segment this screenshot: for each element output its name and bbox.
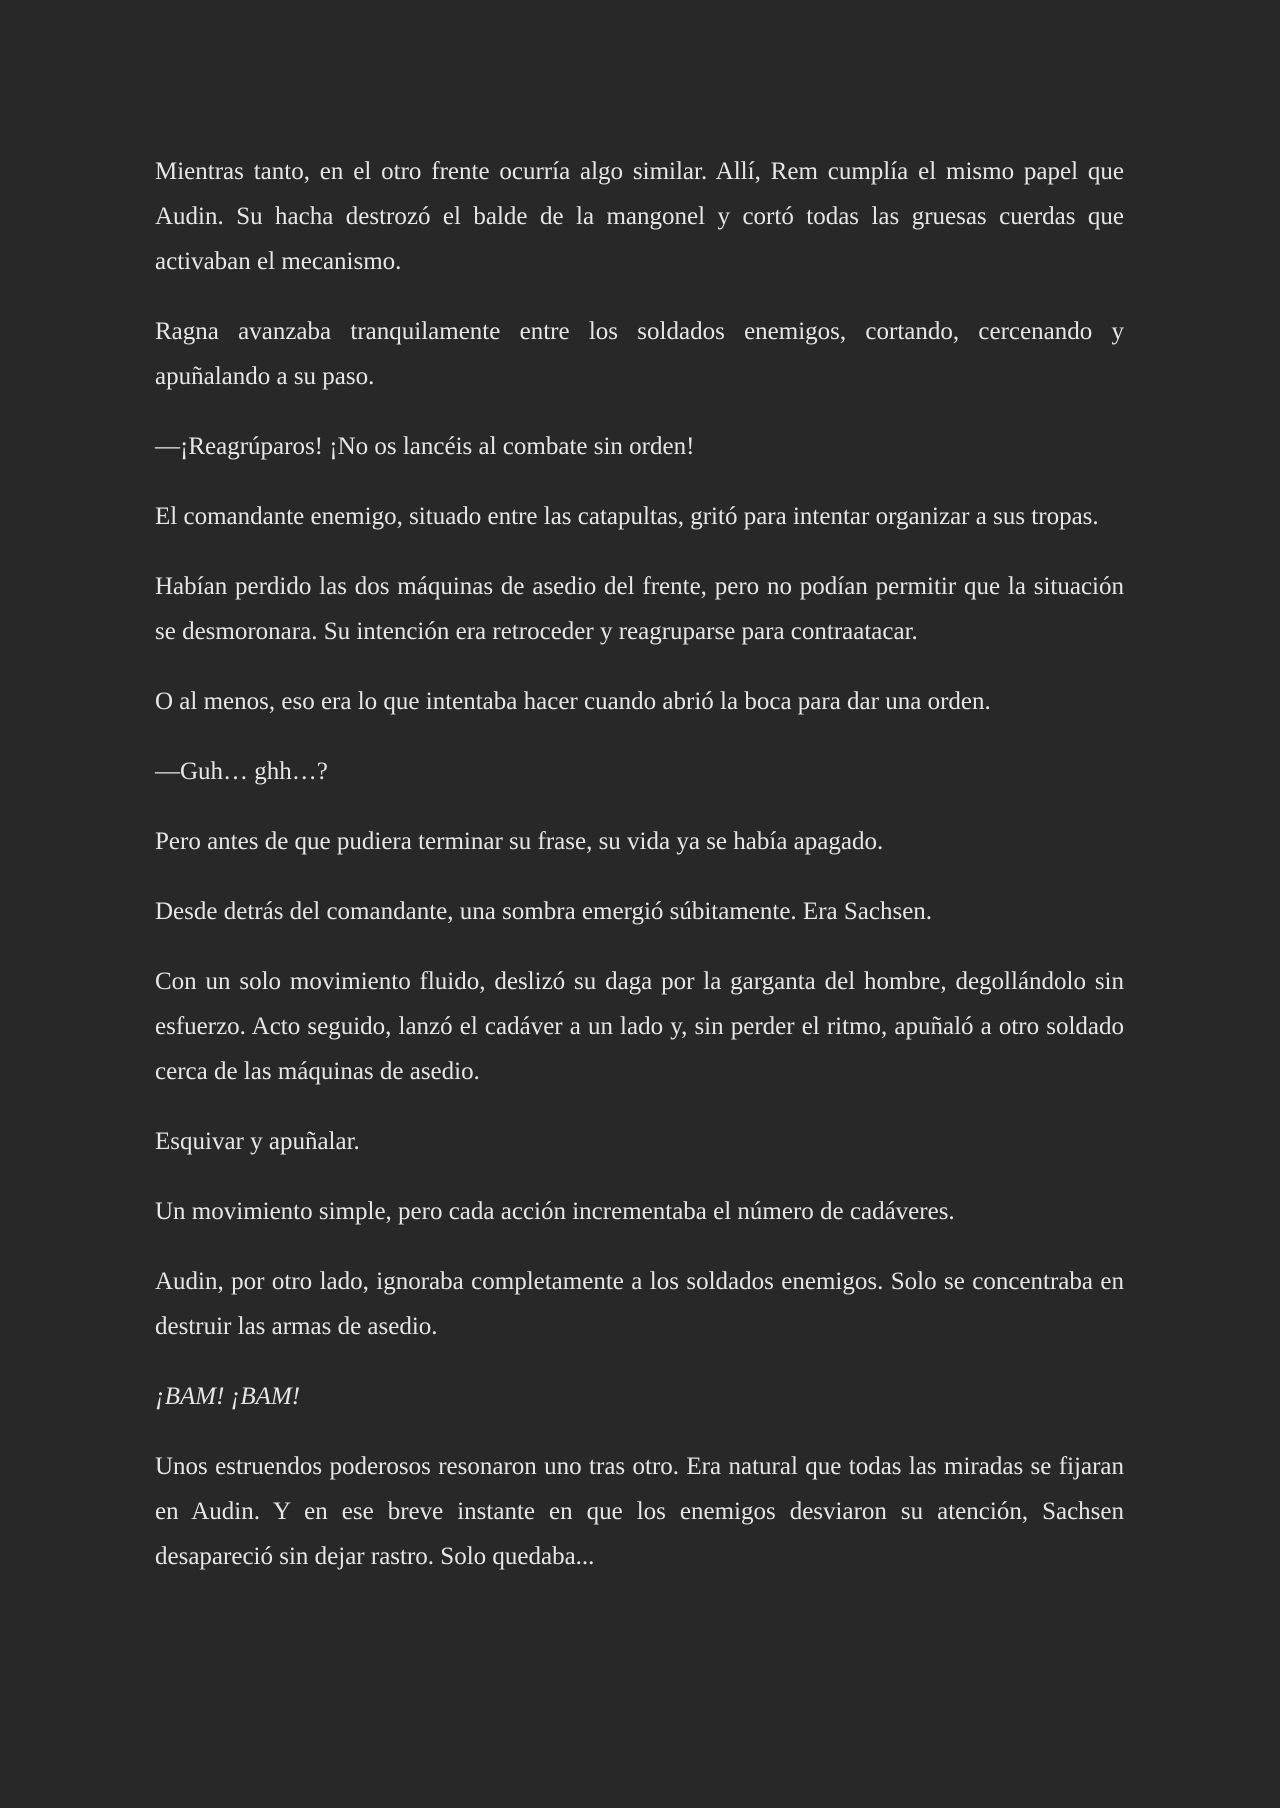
dialogue-line: —Guh… ghh…?	[155, 758, 328, 785]
chapter-text	[155, 149, 1124, 1604]
paragraph: Esquivar y apuñalar.	[155, 1128, 360, 1155]
paragraph: Desde detrás del comandante, una sombra emergió súbitamente. Era Sachsen.	[155, 898, 933, 925]
paragraph: O al menos, eso era lo que intentaba hacer cuando abrió la boca para dar una orden.	[155, 688, 991, 715]
paragraph: Unos estruendos poderosos resonaron uno tras otro. Era natural que todas las miradas se fijaran en Audin. Y en ese breve instante en que los enemigos desviaron su atención, Sachsen desapareció sin dejar rastro. Solo quedaba...	[155, 1453, 1124, 1570]
dialogue-line: —¡Reagrúparos! ¡No os lancéis al combate sin orden!	[155, 433, 695, 460]
paragraph: Audin, por otro lado, ignoraba completamente a los soldados enemigos. Solo se concentraba en destruir las armas de asedio.	[155, 1268, 1124, 1340]
paragraph: Con un solo movimiento fluido, deslizó su daga por la garganta del hombre, degollándolo sin esfuerzo. Acto seguido, lanzó el cadáver a un lado y, sin perder el ritmo, apuñaló a otro soldado cerca de las máquinas de asedio.	[155, 968, 1124, 1085]
paragraph: Mientras tanto, en el otro frente ocurría algo similar. Allí, Rem cumplía el mismo papel que Audin. Su hacha destrozó el balde de la mangonel y cortó todas las gruesas cuerdas que activaban el mecanismo.	[155, 158, 1124, 275]
paragraph: El comandante enemigo, situado entre las catapultas, gritó para intentar organizar a sus tropas.	[155, 503, 1099, 530]
paragraph: Pero antes de que pudiera terminar su frase, su vida ya se había apagado.	[155, 828, 884, 855]
paragraph: Habían perdido las dos máquinas de asedio del frente, pero no podían permitir que la situación se desmoronara. Su intención era retroceder y reagruparse para contraatacar.	[155, 573, 1124, 645]
paragraph: Un movimiento simple, pero cada acción incrementaba el número de cadáveres.	[155, 1198, 955, 1225]
sound-effect: ¡BAM! ¡BAM!	[155, 1383, 301, 1410]
paragraph: Ragna avanzaba tranquilamente entre los soldados enemigos, cortando, cercenando y apuñalando a su paso.	[155, 318, 1124, 390]
